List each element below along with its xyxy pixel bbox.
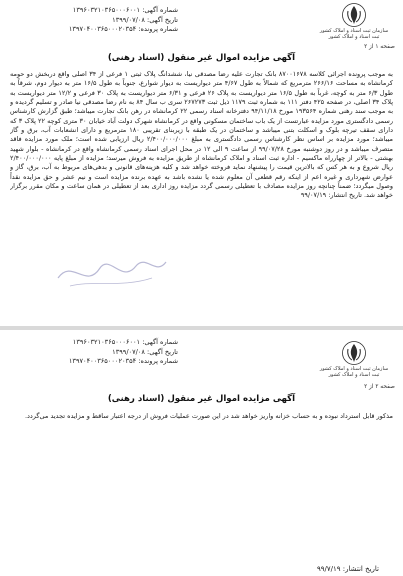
notice-body: به موجب پرونده اجرائی کلاسه ۸۷۰۰۱۶۷۸ بانک تجارت علیه رضا مصدقی نیا، ششدانگ پلاک ثبتی ۱ فرعی از ۳۴ اصلی واقع دربخش دو حومه کرمانشاه به مساحت ۲۶۶/۱۶ مترمربع که شمالاً به طول ۴/۶۷ متر دیواریست به دیوار شوارع، جنوباً به طول ۱۶/۵ متر به دیوار دوم، شرقاً به طول ۶/۳ متر به کوچه، غرباً به طول ۱۶/۵ متر دیواریست به پلاک ۲۶ فرعی و ۶/۳۱ متر دیواریست به پلاک ۳۰ فرعی و ۱۲/۲ متر دیواریست به پلاک ۳۴ اصلی، در صفحه ۴۲۵ دفتر ۱۱۱ به شماره ثبت ۱۱۷۹ ذیل ثبت ۲۶۷۲۷۳ سری ب سال ۸۴ به نام رضا مصدقی نیا صادر و تسلیم گردیده و به موجب سند رهنی شماره ۱۹۳۵۶۴ مورخ ۹۴/۱۱/۱۸ دفترخانه اسناد رسمی ۲۲ کرمانشاه در رهن بانک تجارت میباشد؛ طبق گزارش کارشناس رسمی دادگستری مورد مزایده عبارتست از یک باب ساختمان مسکونی واقع در کرمانشاه شهرک دولت آباد خیابان ۳۰ متری کوچه ۲۲ پلاک ۳ که دارای سقف تیرچه بلوک و اسکلت بتنی میباشد و ساختمان در یک طبقه با زیربنای تقریبی ۱۸۰ مترمربع و دارای انشعابات آب، برق و گاز میباشد؛ مورد مزایده بر اساس نظر کارشناس رسمی دادگستری به مبلغ ۲/۴۰۰/۰۰۰/۰۰۰ ریال ارزیابی شده است؛ ملک مورد مزایده فاقد متصرف میباشد و در روز دوشنبه مورخ ۹۹/۰۷/۲۸ از ساعت ۹ الی ۱۲ در محل اجرای اسناد رسمی کرمانشاه واقع در کرمانشاه - بلوار شهید بهشتی - بالاتر از چهارراه ماکسیم - اداره ثبت اسناد و املاک کرمانشاه از طریق مزایده به فروش میرسد؛ مزایده از مبلغ پایه ۲/۴۰۰/۰۰۰/۰۰۰ ریال شروع و به هر کس که بالاترین قیمت را پیشنهاد نماید فروخته خواهد شد و کلیه هزینه‌های قانونی و بدهی‌های مربوط به آب، برق، گاز و عوارض شهرداری و غیره اعم از اینکه رقم قطعی آن معلوم شده یا نشده باشد به عهده برنده مزایده است و نیم عشر و حق مزایده نقداً وصول میگردد؛ ضمناً چنانچه روز مزایده مصادف با تعطیلی رسمی گردد مزایده روز اداری بعد از تعطیلی در همان ساعت و مکان مقرر برگزار خواهد شد. تاریخ انتشار: ۹۹/۰۷/۱۹ bbox=[10, 70, 393, 200]
file-number: ۱۳۹۷۰۴۰۰۳۶۵۰۰۰۲۰۳۵۴ bbox=[68, 357, 137, 366]
notice-date: ۱۳۹۹/۰۷/۰۸ bbox=[112, 15, 145, 24]
notice-title: آگهی مزایده اموال غیر منقول (اسناد رهنی) bbox=[107, 53, 296, 63]
notice-page-2 bbox=[0, 330, 403, 576]
notice-meta bbox=[8, 338, 178, 367]
file-number: ۱۳۹۷۰۴۰۰۳۶۵۰۰۰۲۰۳۵۴ bbox=[68, 25, 137, 34]
page-number-label: صفحه ۲ از ۲ bbox=[364, 384, 395, 390]
registry-logo bbox=[313, 2, 395, 42]
notice-number-label: شماره آگهی: bbox=[142, 338, 178, 346]
registry-org-name: سازمان ثبت اسناد و املاک کشور bbox=[319, 28, 389, 34]
notice-title: آگهی مزایده اموال غیر منقول (اسناد رهنی) bbox=[107, 394, 296, 404]
iran-emblem-icon bbox=[341, 2, 367, 28]
file-number-row bbox=[8, 357, 178, 367]
notice-meta bbox=[8, 6, 178, 35]
file-number-label: شماره پرونده: bbox=[138, 25, 178, 34]
iran-emblem-icon bbox=[341, 340, 367, 366]
file-number-row bbox=[8, 25, 178, 35]
notice-date-label: تاریخ آگهی: bbox=[147, 15, 178, 24]
notice-number-label: شماره آگهی: bbox=[142, 6, 178, 14]
notice-number: ۱۳۹۶۰۳۲۱۰۳۶۵۰۰۰۶۰۰۱ bbox=[72, 338, 141, 346]
publication-date-value: ۹۹/۷/۱۹ bbox=[316, 565, 341, 573]
file-number-label: شماره پرونده: bbox=[138, 357, 178, 366]
notice-date: ۱۳۹۹/۰۷/۰۸ bbox=[112, 347, 145, 356]
publication-date-label: تاریخ انتشار: bbox=[342, 565, 379, 573]
registry-logo bbox=[313, 340, 395, 380]
notice-date-label: تاریخ آگهی: bbox=[147, 347, 178, 356]
notice-number-row bbox=[8, 338, 178, 348]
notice-number-row bbox=[8, 6, 178, 16]
registry-org-name: سازمان ثبت اسناد و املاک کشور bbox=[319, 366, 389, 372]
notice-date-row bbox=[8, 16, 178, 26]
registry-org-subname: ثبت اسناد و املاک کشور bbox=[328, 34, 380, 40]
notice-body: مذکور قابل استرداد نبوده و به حساب خزانه واریز خواهد شد در این صورت عملیات فروش از درجه اعتبار ساقط و مزایده تجدید می‌گردد. bbox=[24, 412, 393, 420]
notice-number: ۱۳۹۶۰۳۲۱۰۳۶۵۰۰۰۶۰۰۱ bbox=[72, 6, 141, 14]
notice-date-row bbox=[8, 348, 178, 358]
registry-org-subname: ثبت اسناد و املاک کشور bbox=[328, 372, 380, 378]
page-number-label: صفحه ۱ از ۲ bbox=[364, 44, 395, 50]
publication-date bbox=[317, 565, 379, 573]
signature-stamp-icon bbox=[52, 238, 172, 298]
